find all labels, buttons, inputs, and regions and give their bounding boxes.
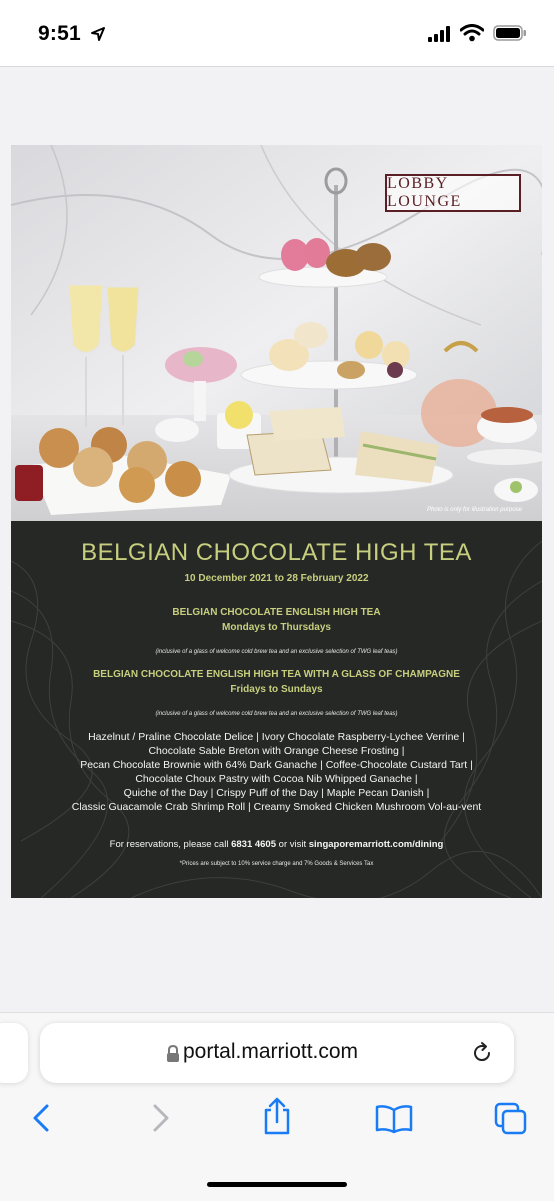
lock-icon bbox=[166, 1045, 180, 1063]
battery-icon bbox=[493, 25, 527, 41]
poster-title: BELGIAN CHOCOLATE HIGH TEA bbox=[81, 539, 472, 566]
reservation-mid: or visit bbox=[278, 839, 307, 850]
option2-days: Fridays to Sundays bbox=[230, 684, 323, 695]
option1-name: BELGIAN CHOCOLATE ENGLISH HIGH TEA bbox=[172, 607, 381, 618]
share-icon[interactable] bbox=[262, 1096, 292, 1136]
reload-icon[interactable] bbox=[470, 1041, 494, 1065]
reservation-prefix: For reservations, please call bbox=[109, 839, 229, 850]
forward-icon[interactable] bbox=[150, 1100, 172, 1136]
previous-tab-card[interactable] bbox=[0, 1023, 28, 1083]
menu-line: Hazelnut / Praline Chocolate Delice | Ivory Chocolate Raspberry-Lychee Verrine | bbox=[88, 731, 465, 743]
address-bar[interactable] bbox=[40, 1023, 514, 1083]
option1-days: Mondays to Thursdays bbox=[222, 622, 331, 633]
reservation-phone: 6831 4605 bbox=[231, 839, 277, 850]
wifi-icon bbox=[460, 24, 484, 42]
option2-note: (inclusive of a glass of welcome cold brew tea and an exclusive selection of TWG leaf teas) bbox=[155, 711, 398, 717]
option2-name: BELGIAN CHOCOLATE ENGLISH HIGH TEA WITH A GLASS OF CHAMPAGNE bbox=[93, 669, 460, 680]
photo-disclaimer: Photo is only for illustration purpose bbox=[426, 507, 522, 513]
promo-poster bbox=[11, 145, 542, 898]
bookmarks-icon[interactable] bbox=[375, 1104, 413, 1134]
reservation-url: singaporemarriott.com/dining bbox=[308, 839, 444, 850]
option1-note: (inclusive of a glass of welcome cold brew tea and an exclusive selection of TWG leaf teas) bbox=[155, 649, 398, 655]
back-icon[interactable] bbox=[30, 1100, 52, 1136]
status-divider bbox=[0, 66, 554, 67]
menu-line: Chocolate Sable Breton with Orange Cheese Frosting | bbox=[148, 745, 405, 757]
reservation-info bbox=[11, 839, 542, 850]
high-tea-photo bbox=[11, 145, 542, 521]
status-bar bbox=[0, 0, 554, 66]
home-indicator[interactable] bbox=[207, 1182, 347, 1187]
menu-line: Pecan Chocolate Brownie with 64% Dark Ganache | Coffee-Chocolate Custard Tart | bbox=[80, 759, 473, 771]
menu-line: Chocolate Choux Pastry with Cocoa Nib Whipped Ganache | bbox=[135, 773, 418, 785]
logo-text: LOBBY LOUNGE bbox=[387, 175, 462, 210]
tabs-icon[interactable] bbox=[494, 1102, 528, 1136]
cellular-signal-icon bbox=[428, 26, 454, 42]
lobby-lounge-logo bbox=[385, 174, 521, 212]
url-text[interactable]: portal.marriott.com bbox=[183, 1040, 359, 1063]
status-time: 9:51 bbox=[38, 22, 81, 45]
poster-text-area bbox=[11, 521, 542, 898]
promo-dates: 10 December 2021 to 28 February 2022 bbox=[184, 573, 369, 584]
location-arrow-icon bbox=[90, 26, 106, 42]
menu-line: Classic Guacamole Crab Shrimp Roll | Creamy Smoked Chicken Mushroom Vol-au-vent bbox=[71, 801, 482, 813]
menu-line: Quiche of the Day | Crispy Puff of the Day | Maple Pecan Danish | bbox=[123, 787, 430, 799]
fine-print: *Prices are subject to 10% service charge and 7% Goods & Services Tax bbox=[179, 861, 374, 867]
